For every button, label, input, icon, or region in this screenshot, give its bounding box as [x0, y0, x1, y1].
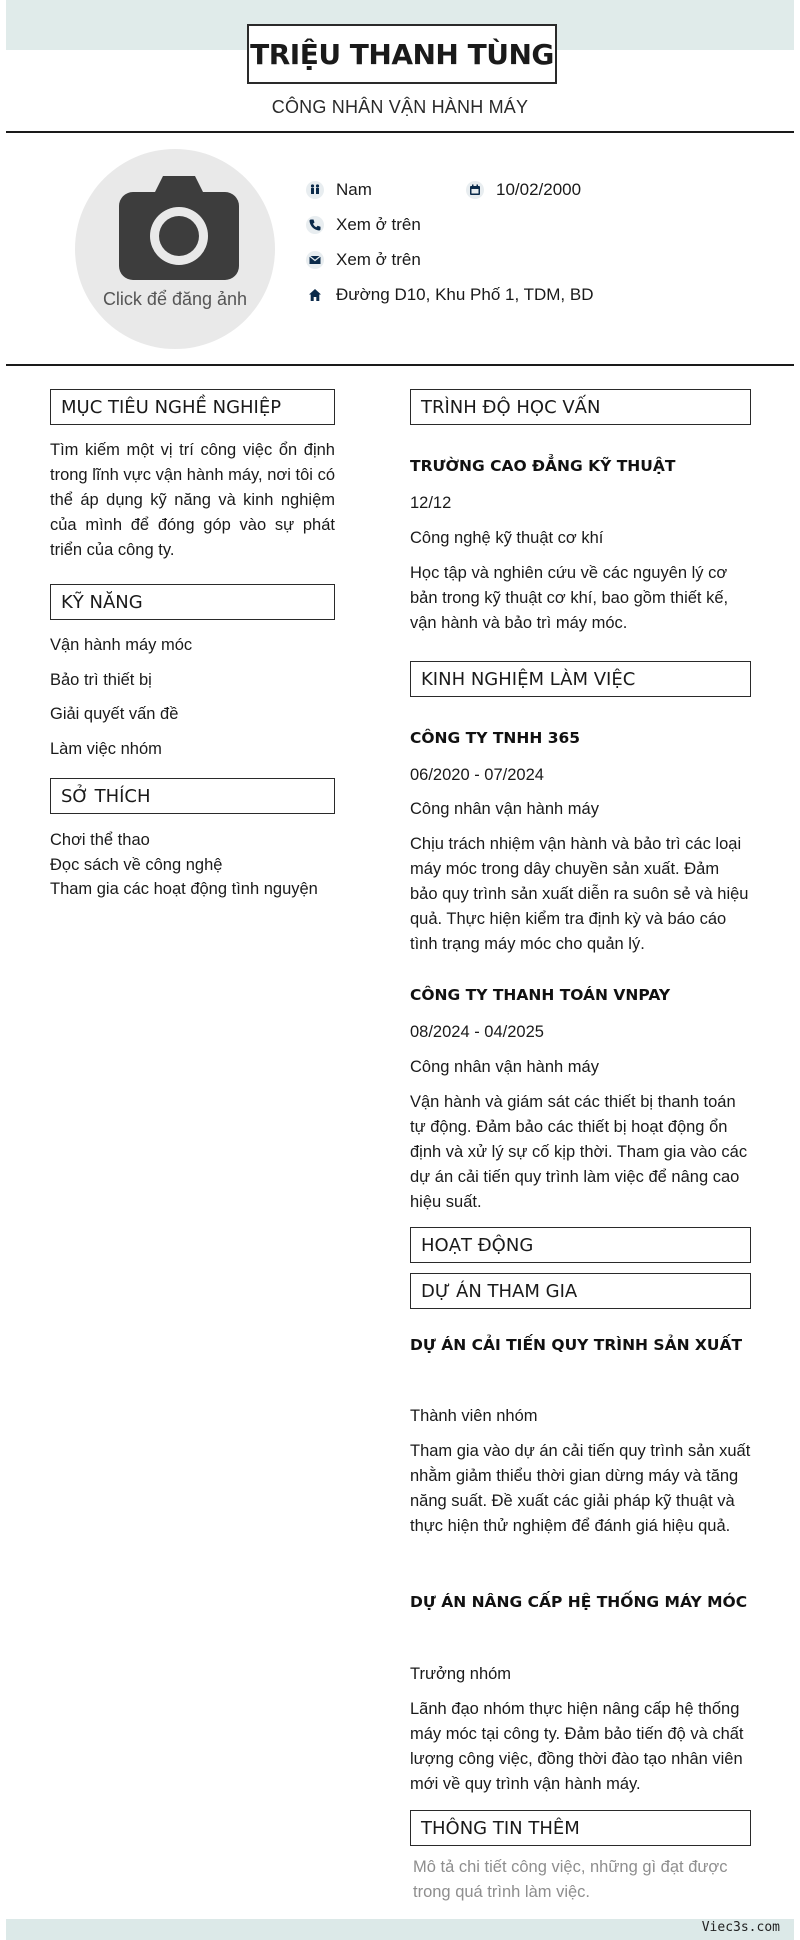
experience-heading: KINH NGHIỆM LÀM VIỆC: [410, 661, 751, 697]
job-position: Công nhân vận hành máy: [410, 1058, 599, 1076]
address-value: Đường D10, Khu Phố 1, TDM, BD: [336, 285, 594, 304]
avatar-upload[interactable]: [75, 149, 275, 349]
activities-heading: HOẠT ĐỘNG: [410, 1227, 751, 1263]
gender-value: Nam: [336, 180, 372, 199]
skill-item: Bảo trì thiết bị: [50, 671, 152, 689]
name-box: [247, 24, 557, 84]
company-name: CÔNG TY THANH TOÁN VNPAY: [410, 986, 671, 1004]
phone-icon: [306, 216, 324, 234]
email-row: [306, 250, 421, 270]
email-value: Xem ở trên: [336, 250, 421, 269]
additional-info-heading: THÔNG TIN THÊM: [410, 1810, 751, 1846]
career-objective-text: Tìm kiếm một vị trí công việc ổn định trong lĩnh vực vận hành máy, nơi tôi có thể áp dụng kỹ năng và kinh nghiệm của mình để đóng góp vào sự phát triển của công ty.: [50, 441, 335, 559]
phone-row: [306, 215, 421, 235]
project-name: DỰ ÁN CẢI TIẾN QUY TRÌNH SẢN XUẤT: [410, 1336, 743, 1354]
education-grade: 12/12: [410, 494, 452, 512]
company-name: CÔNG TY TNHH 365: [410, 729, 581, 747]
job-description: Chịu trách nhiệm vận hành và bảo trì các loại máy móc trong dây chuyền sản xuất. Đảm bảo quy trình sản xuất diễn ra suôn sẻ và hiệu quả. Thực hiện kiểm tra định kỳ và báo cáo tình trạng máy móc cho quản lý.: [410, 835, 749, 953]
dob-value: 10/02/2000: [496, 180, 582, 199]
skill-item: Làm việc nhóm: [50, 740, 162, 758]
camera-icon: [119, 176, 239, 280]
hobby-item: Đọc sách về công nghệ: [50, 856, 223, 874]
job-description: Vận hành và giám sát các thiết bị thanh toán tự động. Đảm bảo các thiết bị hoạt động ổn định và xử lý sự cố kịp thời. Tham gia vào các dự án cải tiến quy trình làm việc để nâng cao hiệu suất.: [410, 1093, 748, 1211]
project-role: Thành viên nhóm: [410, 1407, 538, 1425]
header-divider: [6, 131, 794, 133]
candidate-name: TRIỆU THANH TÙNG: [250, 37, 554, 71]
project-role: Trưởng nhóm: [410, 1665, 512, 1683]
project-name: DỰ ÁN NÂNG CẤP HỆ THỐNG MÁY MÓC: [410, 1593, 748, 1611]
calendar-icon: [466, 181, 484, 199]
education-major: Công nghệ kỹ thuật cơ khí: [410, 529, 604, 547]
project-description: Tham gia vào dự án cải tiến quy trình sản xuất nhằm giảm thiểu thời gian dừng máy và tăng năng suất. Đề xuất các giải pháp kỹ thuật và thực hiện thử nghiệm để đánh giá hiệu quả.: [410, 1442, 751, 1535]
skills-heading: KỸ NĂNG: [50, 584, 335, 620]
phone-value: Xem ở trên: [336, 215, 421, 234]
projects-heading: DỰ ÁN THAM GIA: [410, 1273, 751, 1309]
home-icon: [306, 286, 324, 304]
school-name: TRƯỜNG CAO ĐẲNG KỸ THUẬT: [410, 457, 676, 475]
job-title: CÔNG NHÂN VẬN HÀNH MÁY: [271, 97, 529, 117]
hobby-item: Chơi thể thao: [50, 831, 150, 849]
additional-info-input[interactable]: Mô tả chi tiết công việc, những gì đạt được trong quá trình làm việc.: [413, 1858, 728, 1901]
watermark: Viec3s.com: [701, 1920, 780, 1935]
avatar-caption: Click để đăng ảnh: [102, 289, 248, 309]
cv-page: [6, 0, 794, 1940]
education-heading: TRÌNH ĐỘ HỌC VẤN: [410, 389, 751, 425]
project-description: Lãnh đạo nhóm thực hiện nâng cấp hệ thống máy móc tại công ty. Đảm bảo tiến độ và chất lượng công việc, đồng thời đào tạo nhân viên mới về quy trình vận hành máy.: [410, 1700, 744, 1793]
job-position: Công nhân vận hành máy: [410, 800, 599, 818]
job-period: 06/2020 - 07/2024: [410, 766, 544, 784]
info-divider: [6, 364, 794, 366]
career-objective-heading: MỤC TIÊU NGHỀ NGHIỆP: [50, 389, 335, 425]
job-period: 08/2024 - 04/2025: [410, 1023, 544, 1041]
gender-row: [306, 180, 372, 200]
address-row: [306, 285, 594, 305]
email-icon: [306, 251, 324, 269]
skill-item: Vận hành máy móc: [50, 636, 193, 654]
skill-item: Giải quyết vấn đề: [50, 705, 179, 723]
hobbies-heading: SỞ THÍCH: [50, 778, 335, 814]
hobby-item: Tham gia các hoạt động tình nguyện: [50, 880, 318, 898]
education-description: Học tập và nghiên cứu về các nguyên lý cơ bản trong kỹ thuật cơ khí, bao gồm thiết kế, vận hành và bảo trì máy móc.: [410, 564, 729, 632]
gender-icon: [306, 181, 324, 199]
dob-row: [466, 180, 581, 200]
bottom-band: [6, 1919, 794, 1940]
